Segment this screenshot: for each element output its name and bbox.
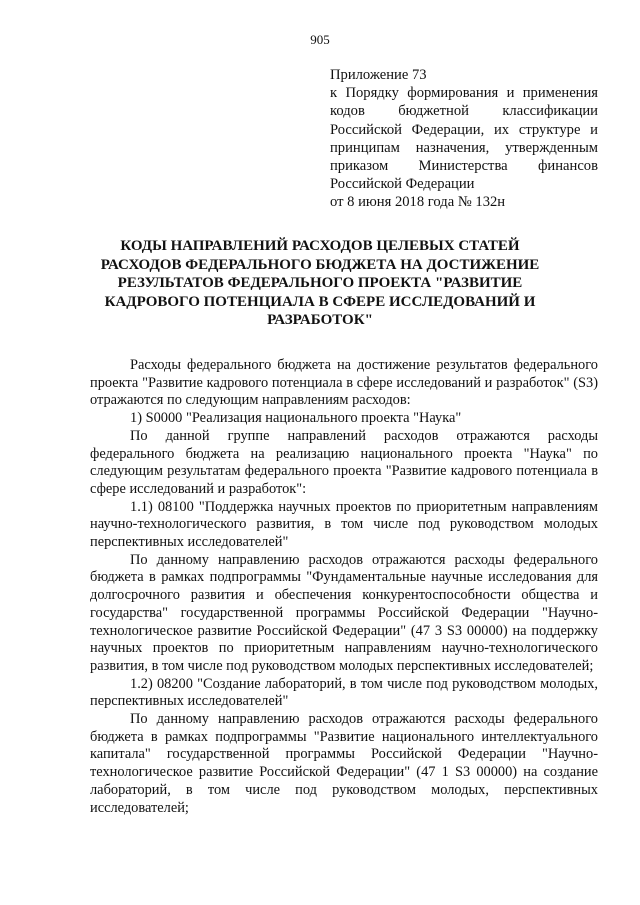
appendix-title: Приложение 73 [330,67,427,83]
appendix-block [330,66,598,212]
document-body [90,357,598,817]
paragraph: 1) S0000 "Реализация национального проекта "Наука" [130,410,462,427]
paragraph: По данному направлению расходов отражаются расходы федерального бюджета в рамках подпрограммы "Фундаментальные научные исследования для долгосрочного развития и обеспечения конкурентоспособности общества и государства" государственной программы Российской Федерации "Научно-технологическое развитие Российской Федерации" (47 3 S3 00000) на поддержку научных проектов по приоритетным направлениям научно-технологического развития, в том числе под руководством молодых перспективных исследователей; [90,551,598,674]
paragraph: По данному направлению расходов отражаются расходы федерального бюджета в рамках подпрограммы "Развитие национального интеллектуального капитала" государственной программы Российской Федерации "Научно-технологическое развитие Российской Федерации" (47 1 S3 00000) на создание лабораторий, в том числе под руководством молодых, перспективных исследователей; [90,711,598,816]
paragraph: 1.1) 08100 "Поддержка научных проектов по приоритетным направлениям научно-технологического развития, в том числе под руководством молодых перспективных исследователей" [90,498,598,551]
paragraph: Расходы федерального бюджета на достижение результатов федерального проекта "Развитие кадрового потенциала в сфере исследований и разработок" (S3) отражаются по следующим направлениям расходов: [90,357,598,409]
paragraph: 1.2) 08200 "Создание лабораторий, в том числе под руководством молодых, перспективных исследователей" [90,675,598,710]
page-number: 905 [310,32,330,47]
appendix-body: к Порядку формирования и применения кодов бюджетной классификации Российской Федерации, их структуре и принципам назначения, утвержденным приказом Министерства финансов Российской Федерации [330,85,598,193]
appendix-date-line: от 8 июня 2018 года № 132н [330,194,506,211]
document-heading: КОДЫ НАПРАВЛЕНИЙ РАСХОДОВ ЦЕЛЕВЫХ СТАТЕЙ РАСХОДОВ ФЕДЕРАЛЬНОГО БЮДЖЕТА НА ДОСТИЖЕНИЕ РЕЗУЛЬТАТОВ ФЕДЕРАЛЬНОГО ПРОЕКТА "РАЗВИТИЕ КАДРОВОГО ПОТЕНЦИАЛА В СФЕРЕ ИССЛЕДОВАНИЙ И РАЗРАБОТОК" [100,238,540,329]
paragraph: По данной группе направлений расходов отражаются расходы федерального бюджета на реализацию национального проекта "Наука" по следующим результатам федерального проекта "Развитие кадрового потенциала в сфере исследований и разработок": [90,427,598,497]
